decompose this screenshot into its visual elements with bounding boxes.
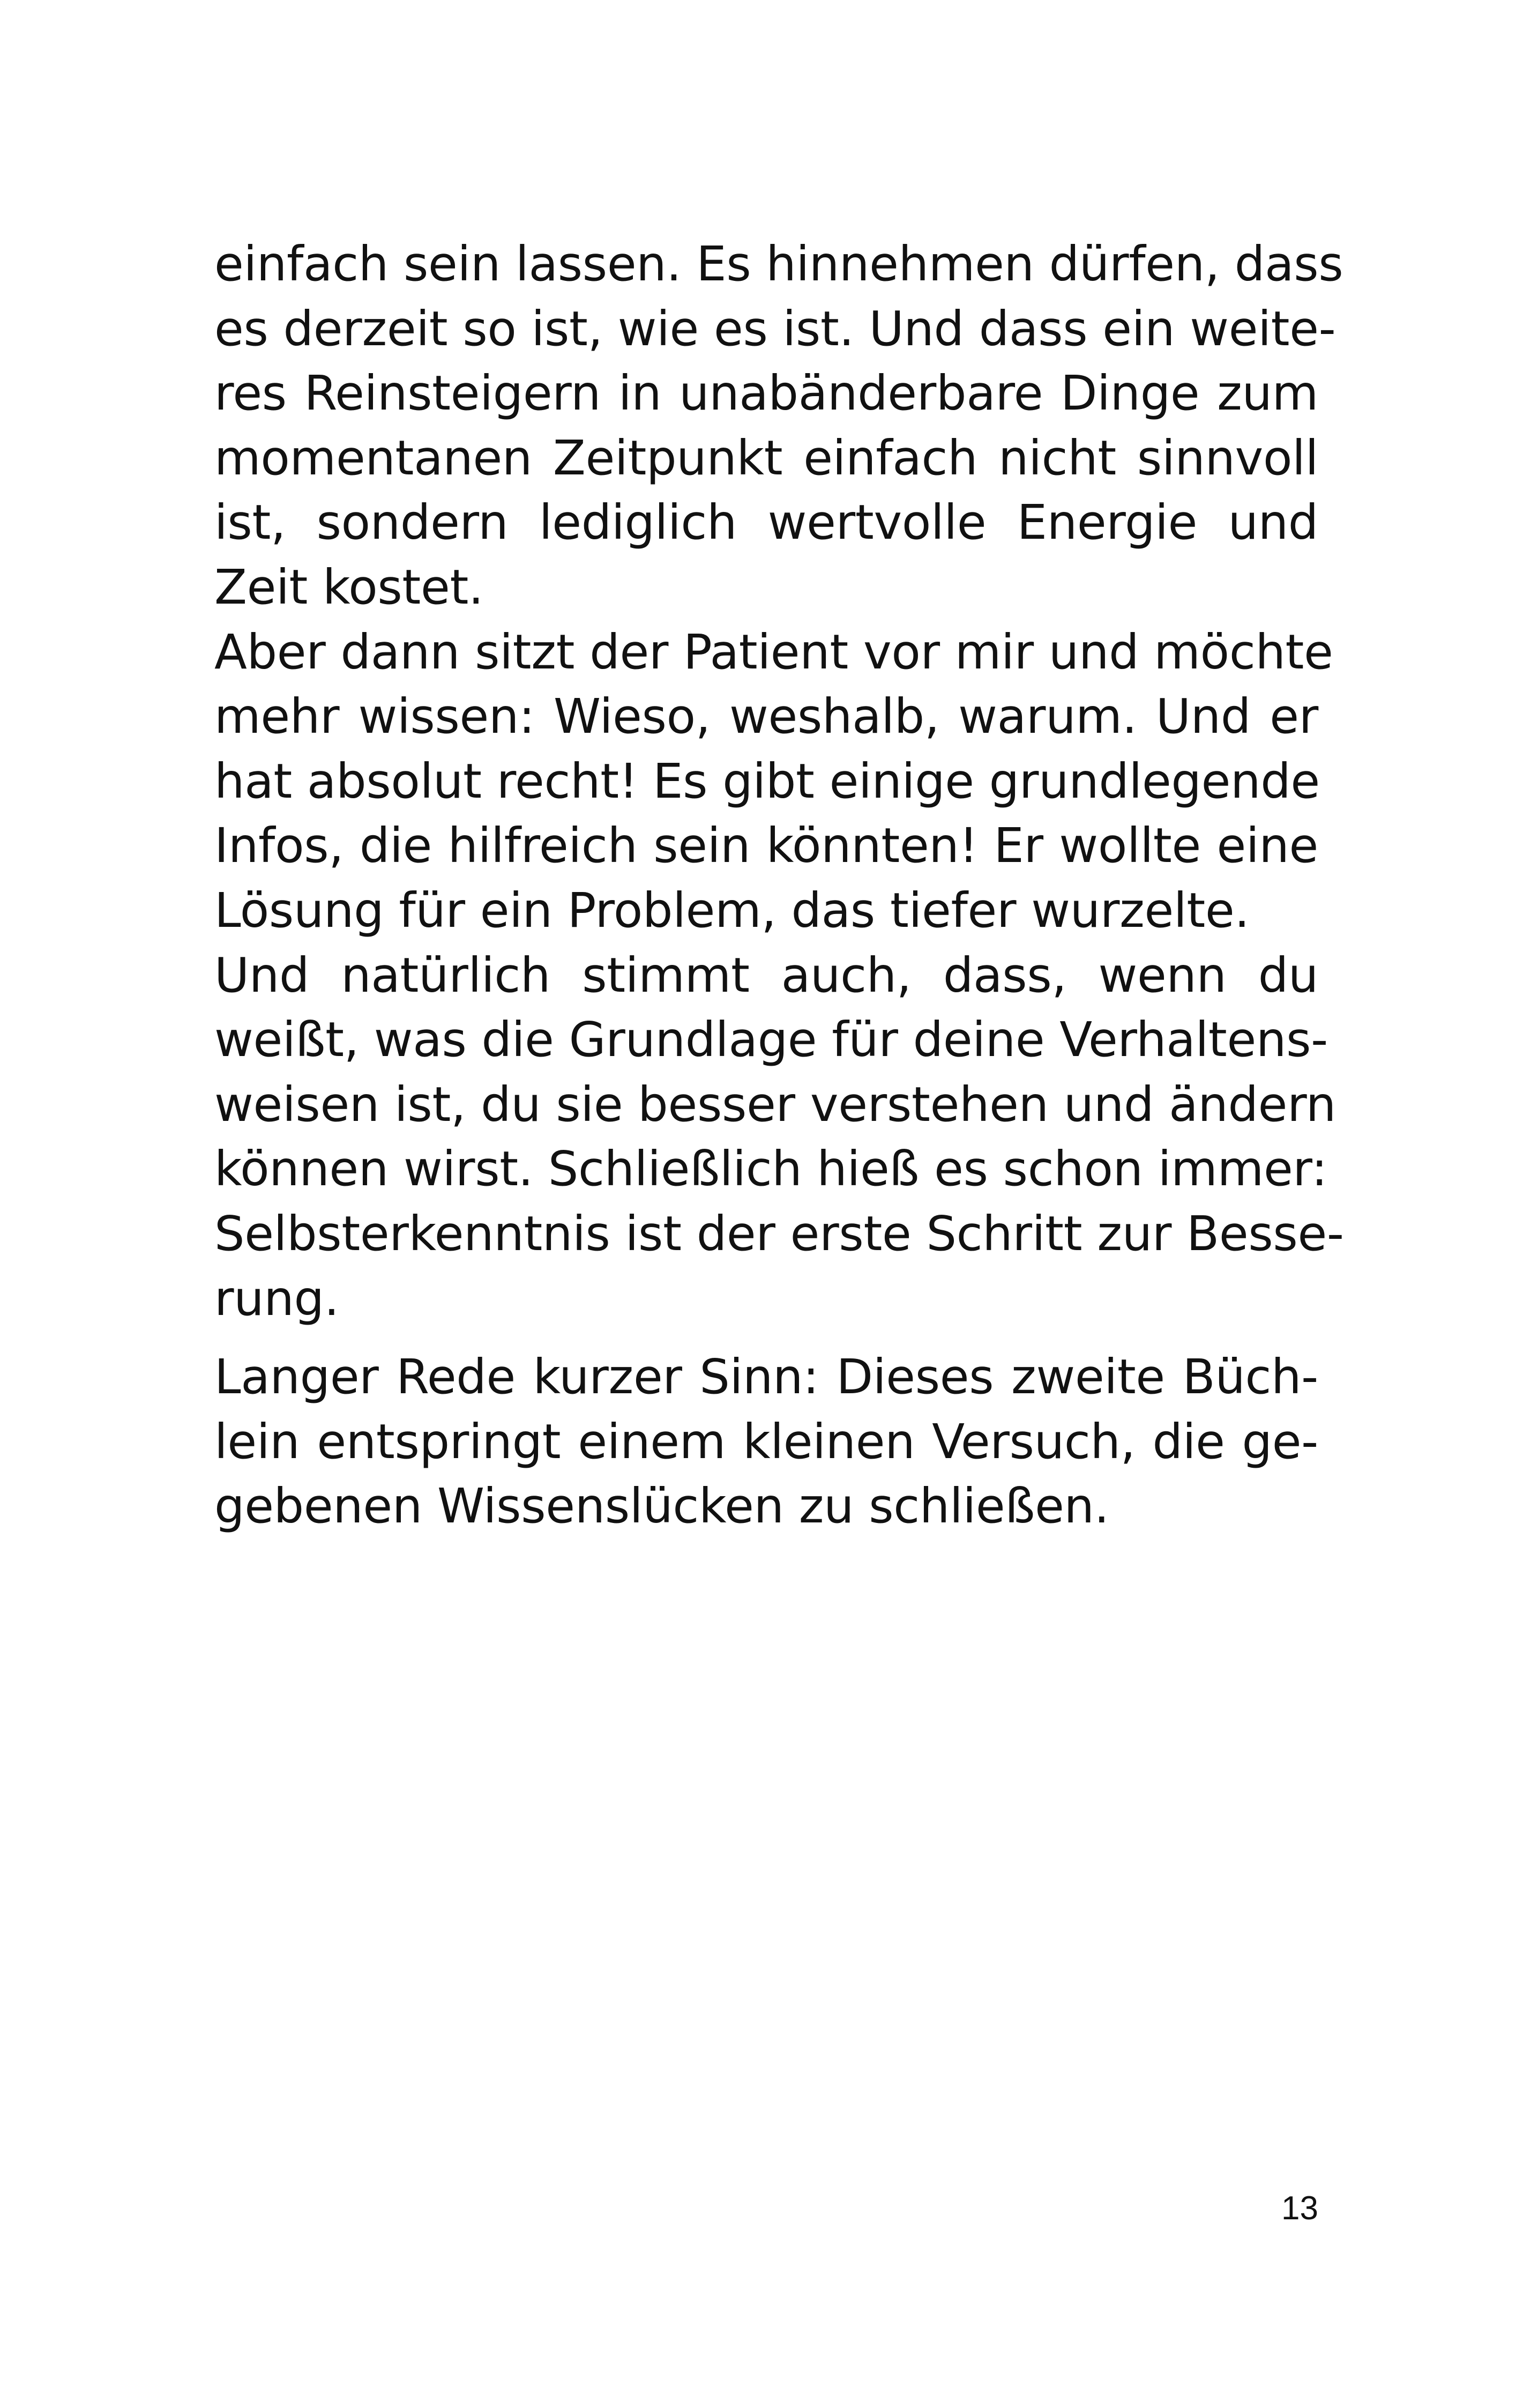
body-text — [214, 232, 1344, 1539]
text-line: Langer Rede kurzer Sinn: Dieses zweite Büch- — [214, 1349, 1318, 1405]
text-line: Selbsterkenntnis ist der erste Schritt zur Besse- — [214, 1205, 1344, 1261]
paragraph — [214, 1344, 1318, 1539]
text-line: Aber dann sitzt der Patient vor mir und möchte — [214, 623, 1333, 680]
text-line: rung. — [214, 1270, 339, 1326]
text-line: Und natürlich stimmt auch, dass, wenn du — [214, 947, 1318, 1003]
text-line: es derzeit so ist, wie es ist. Und dass ein weite- — [214, 300, 1336, 356]
paragraph — [214, 620, 1333, 943]
text-line: ist, sondern lediglich wertvolle Energie und — [214, 494, 1318, 551]
paragraph-gap — [214, 1331, 1318, 1344]
text-line: mehr wissen: Wieso, weshalb, warum. Und er — [214, 688, 1318, 745]
page-number: 13 — [1281, 2190, 1318, 2227]
paragraph — [214, 943, 1344, 1331]
text-line: res Reinsteigern in unabänderbare Dinge zum — [214, 365, 1318, 421]
text-line: weißt, was die Grundlage für deine Verhaltens- — [214, 1012, 1328, 1068]
text-line: Zeit kostet. — [214, 559, 484, 615]
text-line: weisen ist, du sie besser verstehen und ändern — [214, 1076, 1336, 1132]
text-line: lein entspringt einem kleinen Versuch, die ge- — [214, 1413, 1318, 1469]
paragraph — [214, 232, 1343, 620]
text-line: einfach sein lassen. Es hinnehmen dürfen, dass — [214, 236, 1343, 292]
text-line: momentanen Zeitpunkt einfach nicht sinnvoll — [214, 429, 1318, 486]
text-line: hat absolut recht! Es gibt einige grundlegende — [214, 753, 1320, 809]
text-line: Lösung für ein Problem, das tiefer wurzelte. — [214, 882, 1250, 938]
text-line: Infos, die hilfreich sein könnten! Er wollte eine — [214, 817, 1318, 874]
text-line: gebenen Wissenslücken zu schließen. — [214, 1478, 1109, 1534]
text-line: können wirst. Schließlich hieß es schon immer: — [214, 1141, 1327, 1197]
